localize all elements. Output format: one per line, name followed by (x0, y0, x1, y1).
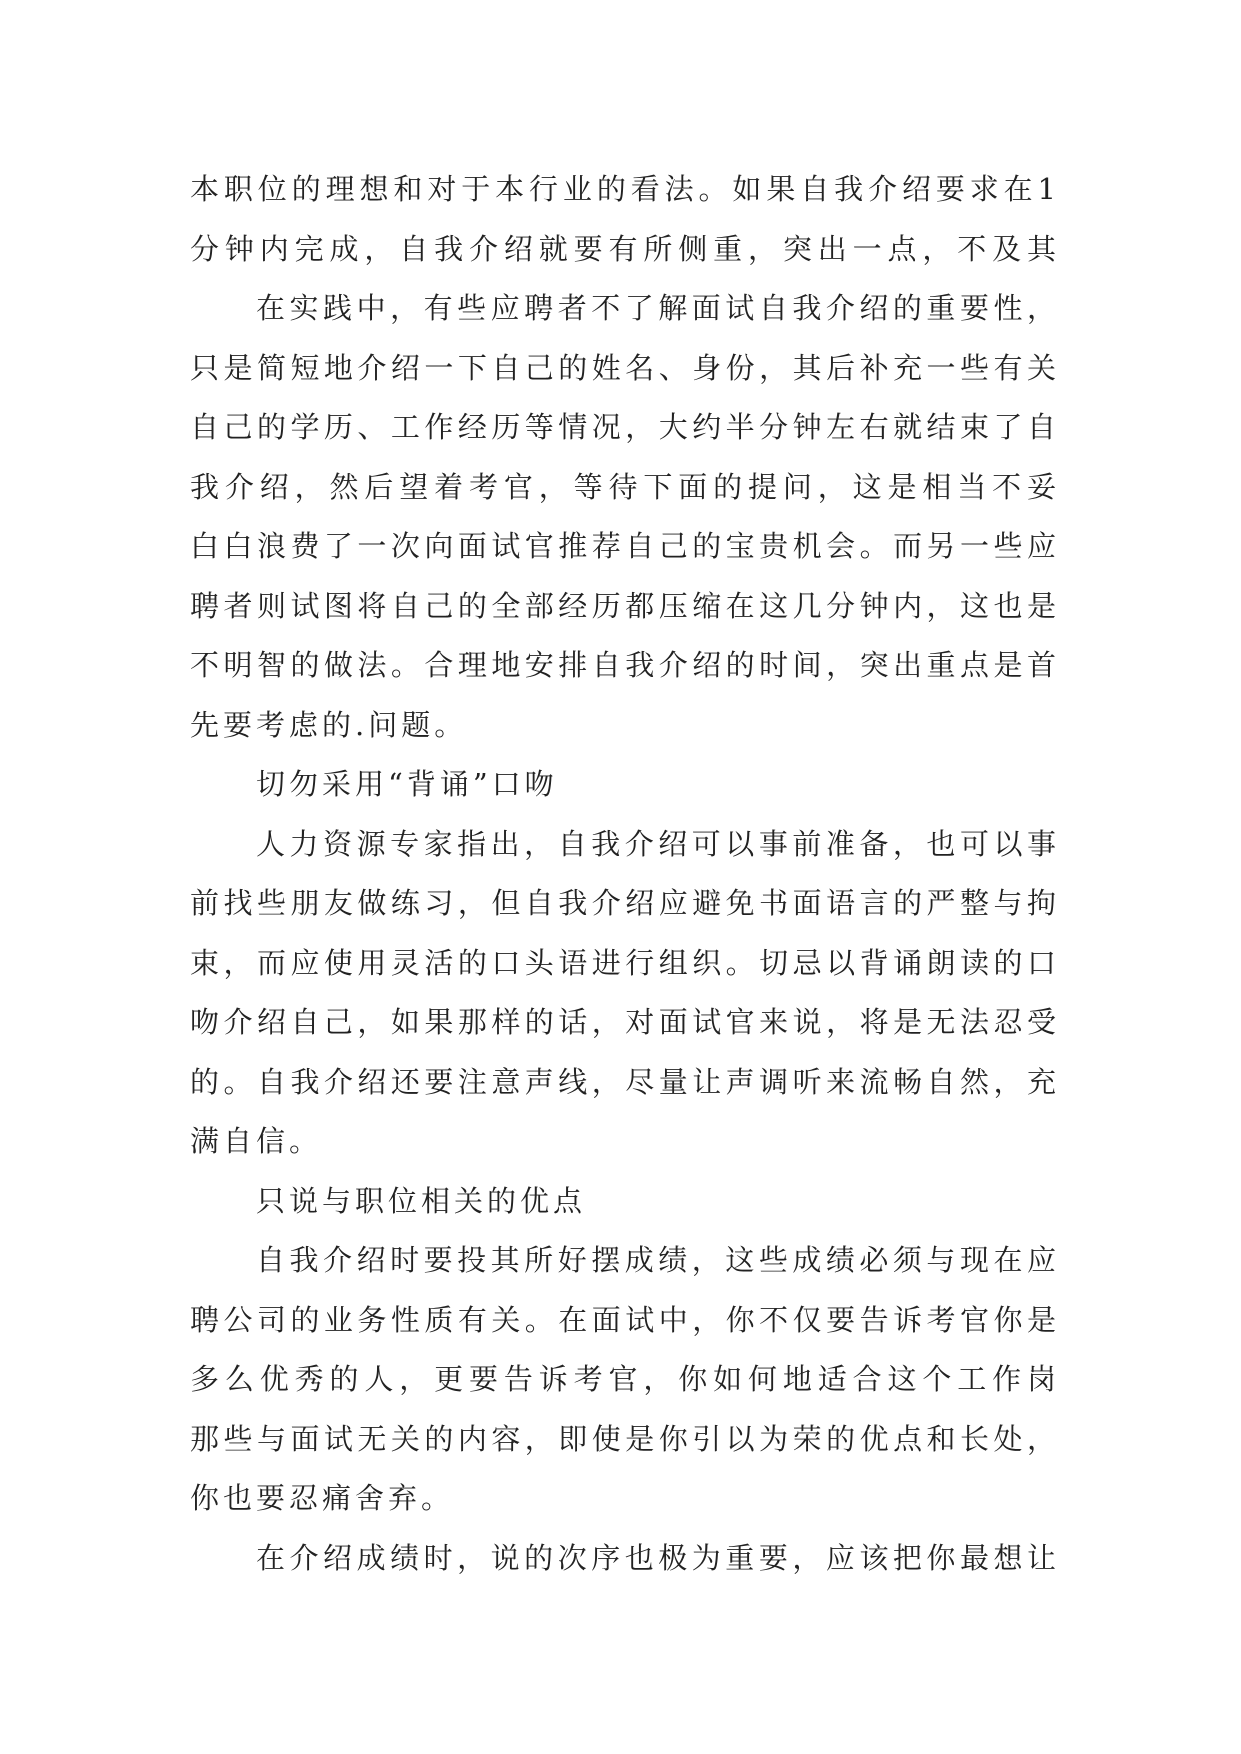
text-line: 聘公司的业务性质有关。在面试中，你不仅要告诉考官你是 (190, 1302, 1060, 1337)
text-line: 多么优秀的人，更要告诉考官，你如何地适合这个工作岗 (190, 1362, 1060, 1396)
text-line: 前找些朋友做练习，但自我介绍应避免书面语言的严整与拘 (190, 886, 1060, 920)
paragraph-start-line: 人力资源专家指出，自我介绍可以事前准备，也可以事 (256, 826, 1060, 861)
text-line: 白白浪费了一次向面试官推荐自己的宝贵机会。而另一些应 (190, 529, 1060, 563)
section-heading: 切勿采用“背诵”口吻 (256, 767, 558, 801)
document-body (190, 160, 1060, 1588)
paragraph-start-line: 在介绍成绩时，说的次序也极为重要，应该把你最想让 (256, 1540, 1060, 1575)
text-line: 你也要忍痛舍弃。 (190, 1481, 455, 1515)
text-line: 满自信。 (190, 1124, 323, 1158)
text-line: 吻介绍自己，如果那样的话，对面试官来说，将是无法忍受 (190, 1005, 1060, 1039)
text-line: 我介绍，然后望着考官，等待下面的提问，这是相当不妥 (190, 469, 1060, 504)
text-line: 本职位的理想和对于本行业的看法。如果自我介绍要求在1 (190, 172, 1060, 206)
paragraph-start-line: 在实践中，有些应聘者不了解面试自我介绍的重要性， (256, 291, 1060, 325)
paragraph-start-line: 自我介绍时要投其所好摆成绩，这些成绩必须与现在应 (256, 1243, 1060, 1277)
text-line: 不明智的做法。合理地安排自我介绍的时间，突出重点是首 (190, 648, 1060, 682)
text-line: 自己的学历、工作经历等情况，大约半分钟左右就结束了自 (190, 410, 1060, 444)
text-line: 聘者则试图将自己的全部经历都压缩在这几分钟内，这也是 (190, 588, 1060, 623)
text-line: 分钟内完成，自我介绍就要有所侧重，突出一点，不及其 (190, 231, 1060, 266)
text-line: 那些与面试无关的内容，即使是你引以为荣的优点和长处， (190, 1421, 1060, 1456)
text-line: 先要考虑的.问题。 (190, 707, 468, 742)
text-line: 束，而应使用灵活的口头语进行组织。切忌以背诵朗读的口 (190, 945, 1060, 980)
text-line: 只是简短地介绍一下自己的姓名、身份，其后补充一些有关 (190, 350, 1060, 385)
text-line: 的。自我介绍还要注意声线，尽量让声调听来流畅自然，充 (190, 1064, 1060, 1099)
section-heading: 只说与职位相关的优点 (256, 1183, 587, 1218)
